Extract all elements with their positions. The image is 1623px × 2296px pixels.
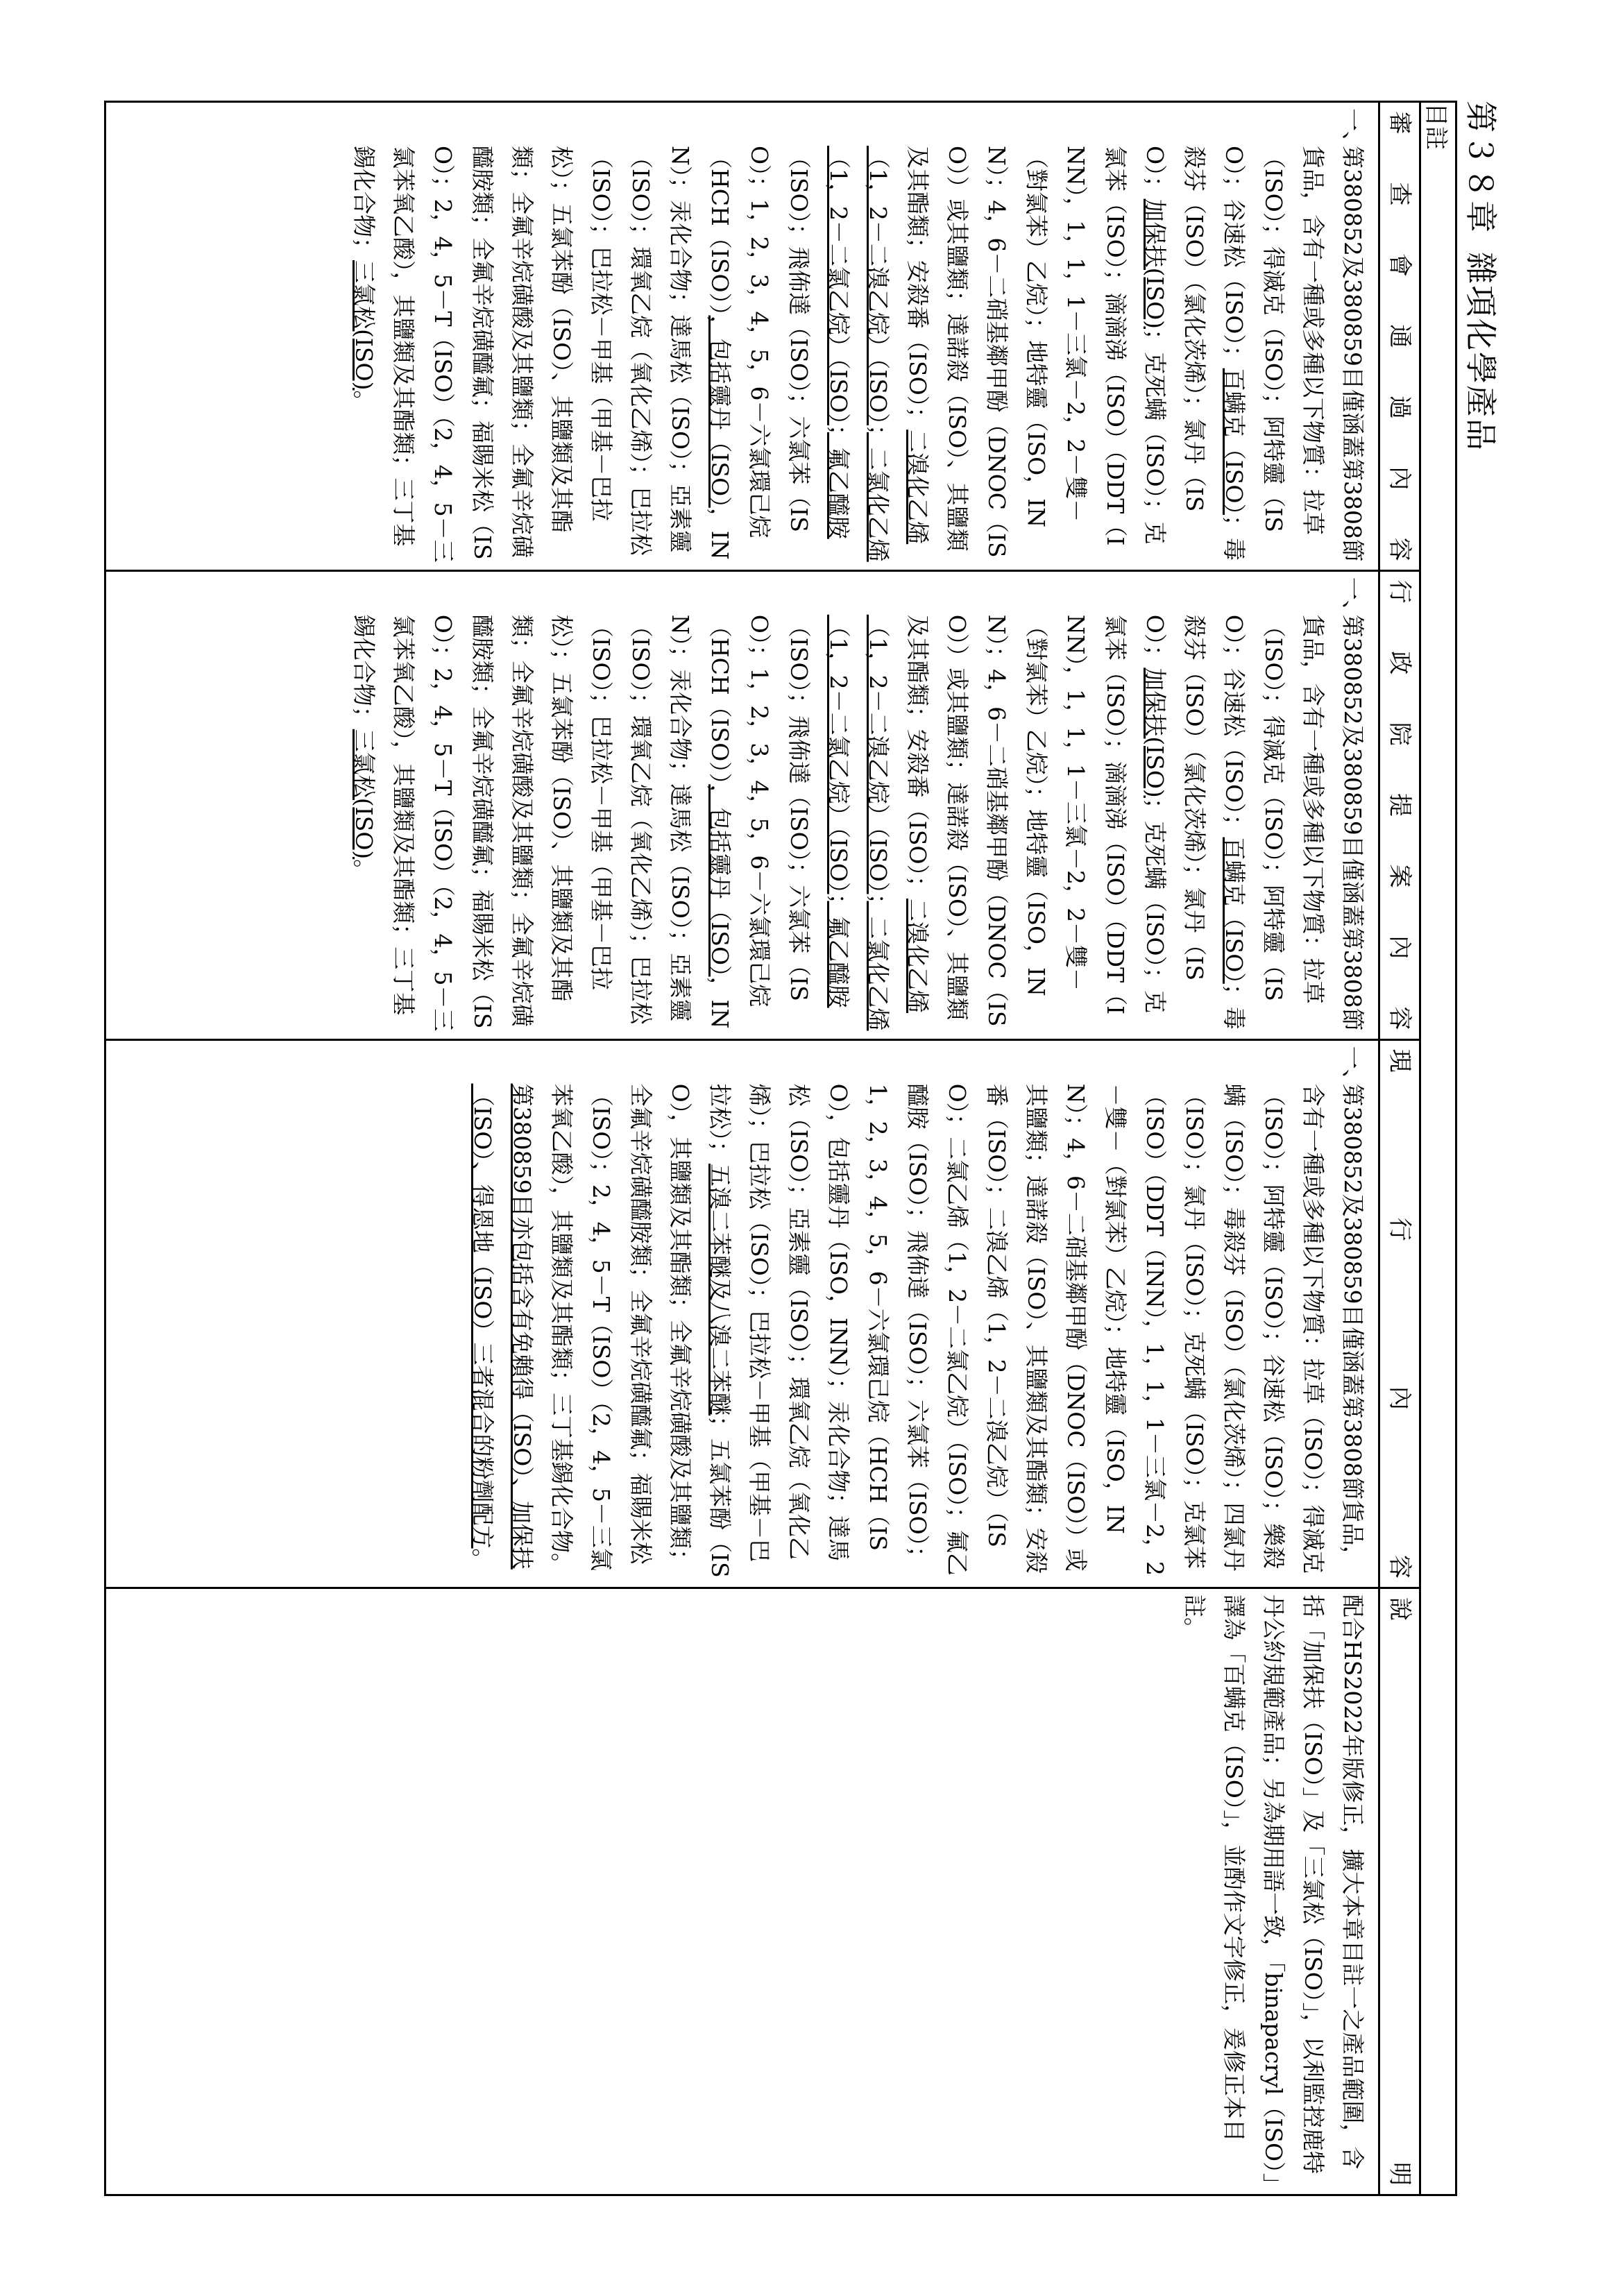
header-char: 通: [1386, 324, 1413, 348]
header-char: 說: [1386, 1597, 1413, 1622]
cell-text: 。: [350, 859, 377, 883]
underlined-amendment-text: 第380859目亦包括含有免賴得（ISO）、加保扶（ISO）、得恩地（ISO）三者混合的粉劑配方: [469, 1083, 536, 1570]
header-char: 案: [1386, 864, 1413, 888]
item-number: 一、: [1339, 577, 1366, 623]
header-char: 行: [1386, 579, 1413, 604]
cell-text: ；毒殺芬（ISO）（氯化茨烯）；氯丹（ISO）；: [1141, 614, 1248, 1030]
cell-text: ；五氯苯酚（ISO），其鹽類及其酯類；全氟辛烷磺酸及其鹽類；全氟辛烷磺醯胺類；全氟辛烷磺醯氟；福賜米松（ISO）；2，4，5－T（ISO）（2，4，5－三氯苯氧乙酸），其鹽類及其酯類；三丁基錫化合物。: [548, 1083, 733, 1578]
header-char: 現: [1386, 1048, 1413, 1073]
item-number: 一、: [1339, 1046, 1366, 1092]
cell-text: ，INN）；汞化合物；達馬松（ISO）；亞素靈（ISO）；環氧乙烷（氧化乙烯）；巴拉松（ISO）；巴拉松－甲基（甲基－巴拉松）；五氯苯酚（ISO）、其鹽類及其酯類；全氟辛烷磺酸及其鹽類；全氟辛烷磺醯胺類；全氟辛烷磺醯氟；福賜米松（ISO）；2，4，5－T（ISO）（2，4，5－三氯苯氧乙酸），其鹽類及其酯類；三丁基錫化合物；: [350, 614, 733, 1032]
header-char: 提: [1386, 793, 1413, 817]
cell-explanation: [105, 1588, 1379, 2195]
underlined-amendment-text: 加保扶(ISO): [1141, 667, 1169, 798]
item-number: 一、: [1339, 108, 1366, 154]
table-row: [105, 102, 1379, 2195]
underlined-amendment-text: 百螨克（ISO）: [1221, 368, 1248, 515]
header-char: 內: [1386, 935, 1413, 960]
cell-review-committee: [105, 102, 1379, 571]
header-char: 行: [1386, 1217, 1413, 1241]
header-char: 院: [1386, 722, 1413, 746]
cell-text: （ISO）；飛佈達（ISO）；六氯苯（ISO）；1，2，3，4，5，6－六氯環己烷（HCH（ISO））: [706, 614, 813, 1007]
underlined-amendment-text: 五溴二苯醚及八溴二苯醚: [706, 1164, 733, 1416]
header-char: 政: [1386, 651, 1413, 675]
header-char: 過: [1386, 395, 1413, 419]
underlined-amendment-text: 三氯松(ISO): [350, 260, 377, 391]
comparison-table: [104, 101, 1457, 2196]
chapter-heading: [1460, 101, 1506, 452]
chapter-title: 雜項化學產品: [1462, 252, 1499, 452]
cell-text: （ISO）；飛佈達（ISO）；六氯苯（ISO）；1，2，3，4，5，6－六氯環己烷（HCH（ISO））: [706, 146, 813, 538]
cell-text: 第380852及380859目僅涵蓋第3808節貨品，含有一種或多種以下物質：拉草（ISO）；得滅克（ISO）；阿特靈（ISO）；谷速松（ISO）；樂殺螨（ISO）；毒殺芬（ISO）（氯化茨烯）；四氯丹（ISO）；氯丹（ISO）；克死螨（ISO）；克氯苯（ISO）（DDT（INN），1，1，1－三氯－2，2－雙－（對氯苯）乙烷）；地特靈（ISO，INN）；4，6－二硝基鄰甲酚（DNOC（ISO））或其鹽類；達諾殺（ISO）、其鹽類及其酯類；安殺番（ISO）；二溴乙烯（1，2－二溴乙烷）（ISO）；二氯乙烯（1，2－二氯乙烷）（ISO）；氟乙醯胺（ISO）；飛佈達（ISO）；六氯苯（ISO）；1，2，3，4，5，6－六氯環己烷（HCH（ISO），包括靈丹（ISO，INN）；汞化合物；達馬松（ISO）；亞素靈（ISO）；環氧乙烷（氧化乙烯）；巴拉松（ISO）；巴拉松－甲基（甲基－巴拉松）；: [706, 1083, 1366, 1576]
chapter-number: 第３８章: [1462, 101, 1499, 234]
cell-executive-yuan: [105, 570, 1379, 1039]
cell-text: ，INN）；汞化合物；達馬松（ISO）；亞素靈（ISO）；環氧乙烷（氧化乙烯）；巴拉松（ISO）；巴拉松－甲基（甲基－巴拉松）；五氯苯酚（ISO）、其鹽類及其酯類；全氟辛烷磺酸及其鹽類；全氟辛烷磺醯胺類；全氟辛烷磺醯氟；福賜米松（ISO）；2，4，5－T（ISO）（2，4，5－三氯苯氧乙酸），其鹽類及其酯類；三丁基錫化合物；: [350, 146, 733, 563]
cell-current: [105, 1039, 1379, 1588]
header-char: 容: [1386, 537, 1413, 561]
table-header-row: [1379, 102, 1420, 2195]
cell-text: 配合HS2022年版修正，擴大本章目註一之產品範圍，含括「加保扶（ISO）」及「三氯松（ISO）」，以利監控鹿特丹公約規範產品；另為期用語一致，「binapacryl（ISO）」譯為「百螨克（ISO）」，並酌作文字修正，爰修正本目註。: [1181, 1595, 1366, 2185]
underlined-amendment-text: 三氯松(ISO): [350, 729, 377, 860]
cell-text: 。: [469, 1548, 496, 1572]
header-char: 明: [1386, 2162, 1413, 2186]
header-review-committee: [1379, 102, 1420, 571]
header-char: 審: [1386, 111, 1413, 135]
underlined-amendment-text: 二溴化乙烯（1，2－二溴乙烷）（ISO）；二氯化乙烯（1，2－二氯乙烷）（ISO）；氟乙醯胺: [825, 146, 931, 562]
note-label: 目註: [1420, 102, 1456, 2195]
header-char: 會: [1386, 253, 1413, 277]
header-char: 內: [1386, 466, 1413, 491]
cell-text: 第380852及380859目僅涵蓋第3808節貨品，含有一種或多種以下物質：拉草（ISO）；得滅克（ISO）；阿特靈（ISO）；谷速松（ISO）；: [1221, 614, 1366, 1031]
underlined-amendment-text: ，包括靈丹（ISO）: [706, 784, 733, 977]
cell-text: ；克死螨（ISO）；克氯苯（ISO）；滴滴涕（ISO）（DDT（INN），1，1，1－三氯－2，2－雙－（對氯苯）乙烷）；地特靈（ISO，INN）；4，6－二硝基鄰甲酚（DNOC（ISO））或其鹽類；達諾殺（ISO）、其鹽類及其酯類；安殺番（ISO）；: [904, 146, 1169, 558]
underlined-amendment-text: ，包括靈丹（ISO）: [706, 315, 733, 508]
header-char: 內: [1386, 1386, 1413, 1410]
cell-text: ；毒殺芬（ISO）（氯化茨烯）；氯丹（ISO）；: [1141, 146, 1248, 561]
header-char: 容: [1386, 1006, 1413, 1030]
header-char: 容: [1386, 1555, 1413, 1579]
note-label-row: [1420, 102, 1456, 2195]
header-char: 查: [1386, 182, 1413, 206]
header-current: [1379, 1039, 1420, 1588]
cell-text: 第380852及380859目僅涵蓋第3808節貨品，含有一種或多種以下物質：拉草（ISO）；得滅克（ISO）；阿特靈（ISO）；谷速松（ISO）；: [1221, 146, 1366, 562]
cell-text: 。: [350, 390, 377, 414]
header-explanation: [1379, 1588, 1420, 2195]
underlined-amendment-text: 二溴化乙烯（1，2－二溴乙烷）（ISO）；二氯化乙烯（1，2－二氯乙烷）（ISO）；氟乙醯胺: [825, 614, 931, 1031]
underlined-amendment-text: 加保扶(ISO): [1141, 198, 1169, 330]
header-executive-yuan: [1379, 570, 1420, 1039]
cell-text: ；克死螨（ISO）；克氯苯（ISO）；滴滴涕（ISO）（DDT（INN），1，1，1－三氯－2，2－雙－（對氯苯）乙烷）；地特靈（ISO，INN）；4，6－二硝基鄰甲酚（DNOC（ISO））或其鹽類；達諾殺（ISO）、其鹽類及其酯類；安殺番（ISO）；: [904, 614, 1169, 1027]
underlined-amendment-text: 百螨克（ISO）: [1221, 837, 1248, 984]
rotated-document-sheet: [104, 101, 1506, 2196]
